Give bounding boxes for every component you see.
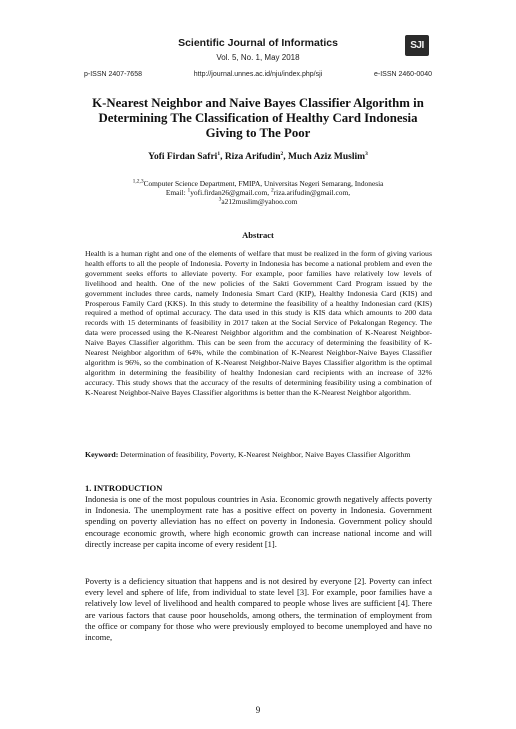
journal-logo-icon: SJI <box>405 35 429 56</box>
affiliation-block <box>0 179 516 207</box>
author-separator: , <box>220 152 225 162</box>
section-heading-introduction: 1. INTRODUCTION <box>85 483 163 493</box>
abstract-heading: Abstract <box>242 230 274 240</box>
keywords-label: Keyword: <box>85 450 119 459</box>
print-issn: p-ISSN 2407-7658 <box>84 71 142 78</box>
email-mark: 1 <box>187 187 191 194</box>
affiliation-mark: 1,2,3 <box>132 178 144 185</box>
page-number: 9 <box>255 705 261 715</box>
body-paragraph: Indonesia is one of the most populous countries in Asia. Economic growth negatively affects poverty in Indonesia. The unemployment rate has a positive effect on poverty in Indonesia. Government spending on poverty alleviation has no effect on poverty in Indonesia. Government policy should encourage economic growth, where high economic growth can increase national income and will directly increase per capita income of every resident [1]. <box>85 494 432 549</box>
author-affiliation-mark: 2 <box>280 150 284 157</box>
email-mark: 2 <box>270 187 274 194</box>
author-name: Riza Arifudin <box>224 152 281 162</box>
keywords-text: Determination of feasibility, Poverty, K-Nearest Neighbor, Naive Bayes Classifier Algorithm <box>118 450 411 459</box>
author-name: Much Aziz Muslim <box>288 152 366 162</box>
author-name: Yofi Firdan Safri <box>148 152 218 162</box>
affiliation-text: Computer Science Department, FMIPA, Universitas Negeri Semarang, Indonesia <box>143 179 384 188</box>
electronic-issn: e-ISSN 2460-0040 <box>374 71 432 78</box>
keywords-block <box>85 450 432 460</box>
author-affiliation-mark: 3 <box>365 150 368 157</box>
journal-ids-row <box>84 71 432 78</box>
paper-title: K-Nearest Neighbor and Naive Bayes Classifier Algorithm in Determining The Classification of Healthy Card Indonesia Giving to The Poor <box>92 96 424 140</box>
email-address-1[interactable]: yofi.firdan26@gmail.com, <box>190 188 271 198</box>
journal-name: Scientific Journal of Informatics <box>178 37 338 49</box>
journal-volume: Vol. 5, No. 1, May 2018 <box>216 53 300 62</box>
email-label: Email: <box>165 188 188 198</box>
journal-url-link[interactable]: http://journal.unnes.ac.id/nju/index.php/sji <box>193 71 323 78</box>
email-line <box>0 197 516 206</box>
email-address-2[interactable]: riza.arifudin@gmail.com, <box>273 188 351 198</box>
email-mark: 3 <box>218 196 222 203</box>
email-address-3[interactable]: a212muslim@yahoo.com <box>221 197 298 207</box>
affiliation-line <box>0 179 516 188</box>
body-paragraph: Poverty is a deficiency situation that happens and is not desired by everyone [2]. Poverty can infect every level and sphere of life, from individual to state level [3]. For example, poor families have a relatively low level of livelihood and health compared to people whose lives are sufficient [4]. There are various factors that cause poor households, among others, the termination of employment from the office or company for those who were previously employed to become unemployed and have no income, <box>85 576 432 643</box>
journal-header <box>0 37 516 62</box>
author-separator: , <box>283 152 288 162</box>
author-affiliation-mark: 1 <box>217 150 221 157</box>
abstract-text: Health is a human right and one of the elements of welfare that must be realized in the form of giving various health efforts to all the people of Indonesia. Poverty in Indonesia has become a national problem and even the government seeks efforts to alleviate poverty. For example, poor families have relatively low levels of livelihood and health. One of the new policies of the Sakti Government Card Program issued by the government includes three cards, namely Indonesia Smart Card (KIP), Healthy Indonesia Card (KIS) and Prosperous Family Card (KKS). In this study to determine the feasibility of a healthy Indonesian card (KIS) required a method of optimal accuracy. The data used in this study is KIS data which amounts to 200 data records with 15 determinants of feasibility in 2017 taken at the Social Service of Pekalongan Regency. The data were processed using the K-Nearest Neighbor algorithm and the combination of K-Nearest Neighbor-Naive Bayes Classifier algorithm. This can be seen from the accuracy of determining the feasibility of K-Nearest Neighbor algorithm of 64%, while the combination of K-Nearest Neighbor-Naive Bayes Classifier algorithm is 96%, so the combination of K-Nearest Neighbor-Naive Bayes Classifier algorithm is the optimal algorithm in determining the feasibility of healthy Indonesian card recipients with an increase of 32% accuracy. This study shows that the accuracy of the results of determining feasibility using a combination of K-Nearest Neighbor-Naive Bayes Classifier algorithms is better than the K-Nearest Neighbor algorithm. <box>85 249 432 397</box>
author-list <box>0 152 516 162</box>
